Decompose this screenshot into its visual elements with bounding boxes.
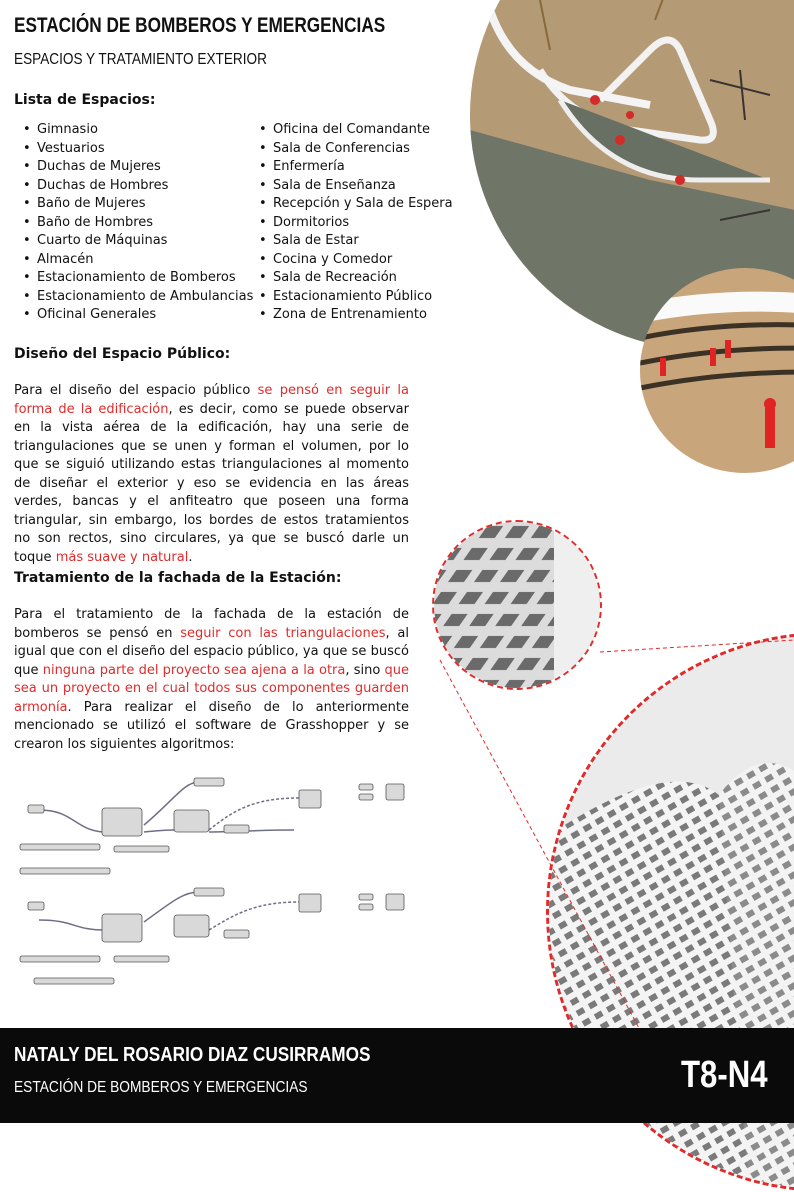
space-list-item: • Duchas de Hombres [14,177,253,196]
space-list-item: • Baño de Hombres [14,214,253,233]
author-name: NATALY DEL ROSARIO DIAZ CUSIRRAMOS [14,1044,371,1066]
space-list-item: • Gimnasio [14,121,253,140]
public-space-heading: Diseño del Espacio Público: [14,346,231,362]
spaces-list-left [14,121,253,325]
text-segment: Para el diseño del espacio público [14,383,258,398]
space-list-item: • Sala de Estar [250,232,453,251]
text-segment: . Para realizar el diseño de lo anteriormente mencionado se utilizó el software de Grasshopper y se crearon los siguientes algoritmos: [14,699,409,752]
highlight-text: que sea un proyecto en el cual todos sus componentes guarden armonía [14,662,410,715]
space-list-item: • Estacionamiento Público [250,288,453,307]
space-list-item: • Sala de Enseñanza [250,177,453,196]
highlight-text: ninguna parte del proyecto sea ajena a la otra [42,662,346,678]
space-list-item: • Recepción y Sala de Espera [250,195,453,214]
facade-paragraph [14,606,409,754]
spaces-heading: Lista de Espacios: [14,92,156,108]
space-list-item: • Baño de Mujeres [14,195,253,214]
space-list-item: • Oficina del Comandante [250,121,453,140]
callout-lines [400,590,794,1040]
spaces-list-right [250,121,453,325]
text-segment: , al igual que con el diseño del espacio público, ya que se buscó que [14,625,409,678]
text-segment: . [188,549,193,565]
text-segment: , sino [345,662,385,678]
space-list-item: • Cocina y Comedor [250,251,453,270]
footer-bar [0,1028,794,1123]
space-list-item: • Dormitorios [250,214,453,233]
footer-subtitle: ESTACIÓN DE BOMBEROS Y EMERGENCIAS [14,1079,308,1096]
space-list-item: • Enfermería [250,158,453,177]
highlight-text: se pensó en seguir la forma de la edificación [14,383,409,417]
highlight-text: más suave y natural [55,549,189,565]
text-segment: Para el tratamiento de la fachada de la estación de bomberos se pensó en [14,607,409,641]
space-list-item: • Sala de Conferencias [250,140,453,159]
highlight-text: seguir con las triangulaciones [180,625,386,641]
space-list-item: • Estacionamiento de Ambulancias [14,288,253,307]
space-list-item: • Cuarto de Máquinas [14,232,253,251]
grasshopper-diagram [14,770,414,1020]
space-list-item: • Estacionamiento de Bomberos [14,269,253,288]
space-list-item: • Almacén [14,251,253,270]
sheet-code: T8-N4 [681,1054,768,1096]
page-subtitle: ESPACIOS Y TRATAMIENTO EXTERIOR [14,51,267,68]
space-list-item: • Vestuarios [14,140,253,159]
space-list-item: • Sala de Recreación [250,269,453,288]
space-list-item: • Zona de Entrenamiento [250,306,453,325]
space-list-item: • Oficinal Generales [14,306,253,325]
page-title: ESTACIÓN DE BOMBEROS Y EMERGENCIAS [14,14,386,37]
public-space-paragraph [14,382,409,567]
text-segment: , es decir, como se puede observar en la vista aérea de la edificación, hay una serie de triangulaciones que se unen y forman el volumen, por lo que se siguió utilizando estas triangulaciones al momento de diseñar el exterior y eso se evidencia en las áreas verdes, bancas y el anfiteatro que poseen una forma triangular, sin embargo, los bordes de estos tratamientos no son rectos, sino circulares, ya que se buscó darle un toque [14,401,409,565]
space-list-item: • Duchas de Mujeres [14,158,253,177]
facade-heading: Tratamiento de la fachada de la Estación: [14,570,342,586]
